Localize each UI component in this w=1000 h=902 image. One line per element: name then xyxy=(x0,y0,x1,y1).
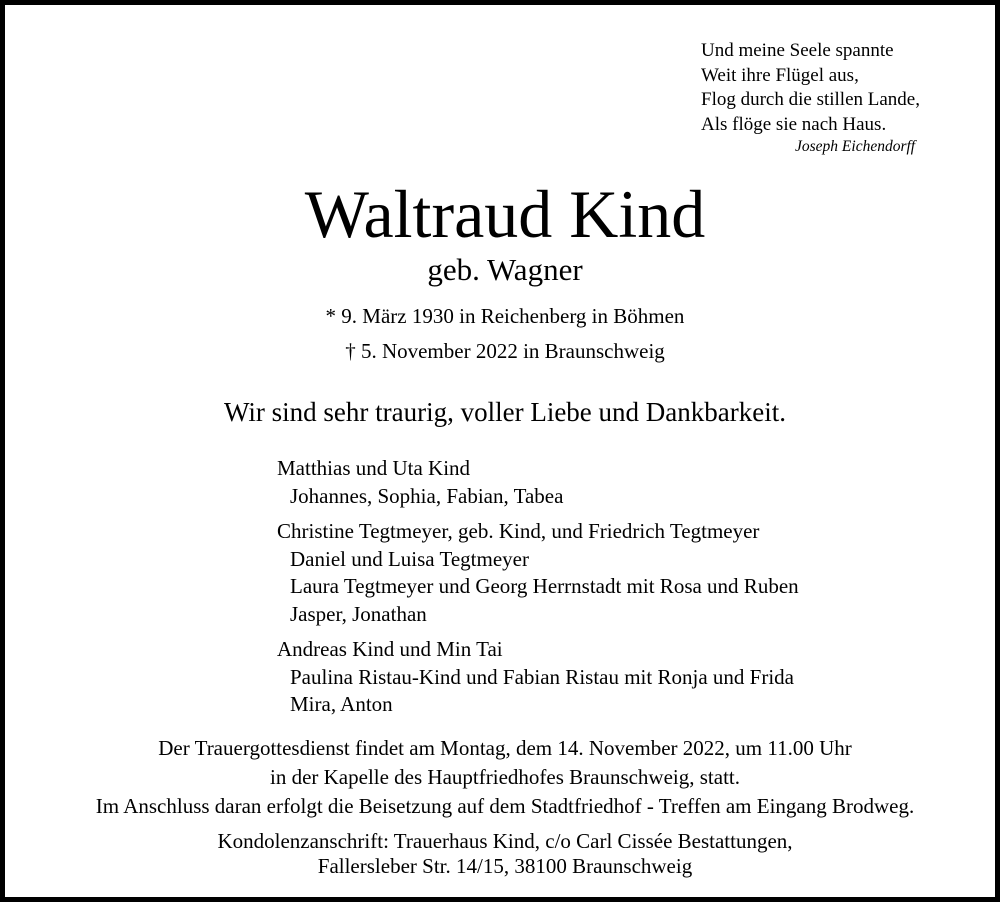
family-member: Mira, Anton xyxy=(290,692,393,716)
poem xyxy=(701,39,920,137)
family-member: Daniel und Luisa Tegtmeyer xyxy=(290,546,529,571)
family-group xyxy=(277,455,799,510)
poem-line: Flog durch die stillen Lande, xyxy=(701,89,920,110)
death-date: † 5. November 2022 in Braunschweig xyxy=(345,339,665,363)
mourning-motto: Wir sind sehr traurig, voller Liebe und Dankbarkeit. xyxy=(224,397,786,427)
contact-line: Kondolenzanschrift: Trauerhaus Kind, c/o Carl Cissée Bestattungen, xyxy=(217,829,793,853)
poem-author: Joseph Eichendorff xyxy=(795,138,916,155)
family-head: Andreas Kind und Min Tai xyxy=(277,637,503,661)
contact-line: Fallersleber Str. 14/15, 38100 Braunschweig xyxy=(317,854,693,878)
family-member: Laura Tegtmeyer und Georg Herrnstadt mit Rosa und Ruben xyxy=(290,574,799,598)
funeral-service-info xyxy=(5,734,1000,821)
poem-line: Und meine Seele spannte xyxy=(701,40,894,61)
family-member: Jasper, Jonathan xyxy=(290,601,427,626)
family-list xyxy=(277,455,799,727)
family-group xyxy=(277,518,799,628)
family-group xyxy=(277,636,799,719)
condolence-address xyxy=(5,829,1000,879)
family-head: Christine Tegtmeyer, geb. Kind, und Friedrich Tegtmeyer xyxy=(277,519,760,543)
family-member: Johannes, Sophia, Fabian, Tabea xyxy=(290,483,564,508)
family-head: Matthias und Uta Kind xyxy=(277,456,471,480)
service-line: Der Trauergottesdienst findet am Montag, dem 14. November 2022, um 11.00 Uhr xyxy=(158,736,852,760)
poem-line: Weit ihre Flügel aus, xyxy=(701,64,859,86)
birth-date: * 9. März 1930 in Reichenberg in Böhmen xyxy=(325,304,685,328)
service-line: Im Anschluss daran erfolgt die Beisetzung auf dem Stadtfriedhof - Treffen am Eingang Brodweg. xyxy=(95,794,915,818)
service-line: in der Kapelle des Hauptfriedhofes Braunschweig, statt. xyxy=(269,765,741,789)
family-member: Paulina Ristau-Kind und Fabian Ristau mit Ronja und Frida xyxy=(290,664,794,689)
deceased-name: Waltraud Kind xyxy=(304,176,706,252)
maiden-name: geb. Wagner xyxy=(427,252,583,287)
poem-line: Als flöge sie nach Haus. xyxy=(701,113,887,135)
